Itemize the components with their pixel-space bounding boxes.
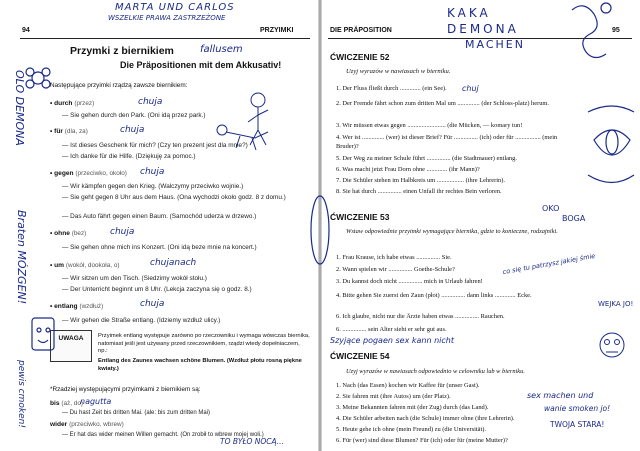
prep-fuer: • für (dla, za) xyxy=(50,128,88,135)
handwriting-title: fallusem xyxy=(200,44,243,55)
handwriting-smoken: wanie smoken jo! xyxy=(544,404,611,413)
example-line: — Sie gehen ohne mich ins Konzert. (Oni idą beze mnie na koncert.) xyxy=(62,244,257,251)
example-line: — Der Unterricht beginnt um 8 Uhr. (Lekcja zaczyna się o godz. 8.) xyxy=(62,286,252,293)
handwriting-tobylo: TO BYŁO NOCĄ... xyxy=(220,437,284,446)
face-doodle xyxy=(32,318,54,350)
example-line: — Sie geht gegen 8 Uhr aus dem Haus. (Ona wychodzi około godz. 8 z domu.) xyxy=(62,194,286,201)
exercise-54-item: 4. Die Schüler arbeiten nach (die Schule) immer ohne (ihre Lehrerin). xyxy=(336,415,515,422)
exercise-53-item: 6. Ich glaube, nicht nur die Ärzte haben etwas ............... Rauchen. xyxy=(336,313,505,320)
exercise-53-item: 6. ............... sein Alter sieht er sehr gut aus. xyxy=(336,326,447,333)
handwriting-chuj: chuja xyxy=(120,125,145,135)
exercise-52-item: 8. Sie hat durch ............... einen Unfall ihr rechtes Bein verloren. xyxy=(336,188,502,195)
handwriting-rights: WSZELKIE PRAWA ZASTRZEŻONE xyxy=(108,14,226,22)
exercise-53-title: ĆWICZENIE 53 xyxy=(330,212,390,222)
exercise-52-item: 2. Der Fremde fährt schon zum dritten Mal um .............. (der Schloss-platz) herum. xyxy=(336,100,549,107)
handwriting-owners: MARTA UND CARLOS xyxy=(115,2,235,13)
example-line: — Wir kämpfen gegen den Krieg. (Walczymy przeciwko wojnie.) xyxy=(62,183,244,190)
squiggle-doodle xyxy=(572,3,611,58)
handwriting-sex: Szyjące pogaen sex kann nicht xyxy=(330,336,454,345)
handwriting-demona: DEMONA xyxy=(447,22,519,36)
handwriting-kaka: KAKA xyxy=(447,6,491,20)
exercise-52-instruction: Uzyj wyrazów w nawiasach w bierniku. xyxy=(346,68,451,75)
exercise-52-item: 3. Wir müssen etwas gegen ........................ (die Mücken, — komary tun! xyxy=(336,122,523,129)
exercise-54-item: 6. Für (wer) sind diese Blumen? Für (ich) oder für (meine Mutter)? xyxy=(336,437,508,444)
handwriting-chuj: chuja xyxy=(110,227,135,237)
example-line: — Du hast Zeit bis dritten Mai. (ale: bis zum dritten Mai) xyxy=(62,410,211,416)
prep-gegen: • gegen (przeciwko, około) xyxy=(50,170,127,177)
exercise-52-item: 5. Der Weg zu meiner Schule führt ............... (die Stadtmauer) entlang. xyxy=(336,155,517,162)
handwriting-nagutta: nagutta xyxy=(80,397,112,406)
left-doodles xyxy=(0,0,318,451)
handwriting-boga: BOGA xyxy=(562,214,586,223)
right-doodles xyxy=(322,0,640,451)
exercise-54-item: 1. Nach (das Essen) kochen wir Kaffee für (unser Gast). xyxy=(336,382,480,389)
handwriting-side-3: pewis cmoken! xyxy=(16,360,26,428)
example-line: — Wir sitzen um den Tisch. (Siedzimy wokół stołu.) xyxy=(62,275,207,282)
prep-entlang: • entlang (wzdłuż) xyxy=(50,303,104,310)
handwriting-wejka: WEJKA JO! xyxy=(598,300,634,308)
exercise-54-item: 2. Sie fahren mit (ihre Autos) um (der Platz). xyxy=(336,393,451,400)
intro-text: Następujące przyimki rządzą zawsze biernikiem: xyxy=(50,82,188,89)
example-line: — Wir gehen die Straße entlang. (Idziemy wzdłuż ulicy.) xyxy=(62,317,221,324)
exercise-53-item: 2. Wann spielen wir ............... Goethe-Schule? xyxy=(336,266,455,273)
handwriting-oko: OKO xyxy=(542,204,560,213)
handwriting-chuj: chuja xyxy=(140,299,165,309)
exercise-52-item: 4. Wer ist .............. (wer) ist dieser Brief? Für ............... (ich) oder für ................ (mein Bruder)? xyxy=(336,134,558,150)
exercise-52-item: 7. Die Schüler stehen im Halbkreis um ................. (ihre Lehrerin). xyxy=(336,177,505,184)
eye-doodle xyxy=(588,106,634,183)
running-header-right: DIE PRÄPOSITION xyxy=(330,27,392,34)
uwaga-example: Entlang des Zaunes wachsen schöne Blumen. (Wzdłuż płotu rosną piękne kwiaty.) xyxy=(98,358,302,372)
prep-durch: • durch (przez) xyxy=(50,100,95,107)
flower-doodle xyxy=(26,68,50,88)
example-line: — Das Auto fährt gegen einen Baum. (Samochód uderza w drzewo.) xyxy=(62,213,257,220)
handwriting-machen: MACHEN xyxy=(465,38,525,51)
uwaga-label: UWAGA xyxy=(58,335,84,342)
handwriting-sexmachen: sex machen und xyxy=(527,391,594,400)
center-oval-doodle xyxy=(300,190,340,270)
page-title: Przymki z biernikiem xyxy=(70,45,174,57)
running-header-left: PRZYIMKI xyxy=(260,27,294,34)
skull-doodle xyxy=(600,333,624,357)
exercise-53-item: 4. Bitte gehen Sie zuerst den Zaun (płot) ............... dann links ............. Ecke. xyxy=(336,292,532,299)
handwriting-side-2: Braten MÓZGEN! xyxy=(15,210,28,305)
prep-ohne: • ohne (bez) xyxy=(50,230,87,237)
exercise-53-item: 3. Du kannst doch nicht ............... mich in Urlaub fahren! xyxy=(336,278,483,285)
handwriting-twoja: TWOJA STARA! xyxy=(550,420,605,429)
exercise-52-item: 1. Der Fluss fließt durch ............. (ein See). xyxy=(336,85,447,92)
exercise-52-item: 6. Was macht jetzt Frau Dorn ohne ............. (ihr Mann)? xyxy=(336,166,480,173)
exercise-54-item: 5. Heute gehe ich ohne (mein Freund) zu (die Universität). xyxy=(336,426,486,433)
exercise-54-title: ĆWICZENIE 54 xyxy=(330,351,390,361)
exercise-54-item: 3. Meine Bekannten fahren mit (der Zug) durch (das Land). xyxy=(336,404,489,411)
exercise-52-title: ĆWICZENIE 52 xyxy=(330,52,390,62)
prep-um: • um (wokół, dookoła, o) xyxy=(50,262,120,269)
prep-wider: wider (przeciwko, wbrew) xyxy=(50,421,124,428)
example-line: — Er hat das wider meinen Willen gemacht. (On zrobił to wbrew mojej woli.) xyxy=(62,432,264,438)
prep-bis: bis (aż, do) xyxy=(50,400,84,407)
exercise-53-item: 1. Frau Krause, ich habe etwas ............... Sie. xyxy=(336,254,452,261)
example-line: — Ist dieses Geschenk für mich? (Czy ten prezent jest dla mnie?) xyxy=(62,142,248,149)
note-rare: *Rzadziej występującymi przyimkami z biernikiem są: xyxy=(50,386,201,393)
handwriting-side-1: OLO DEMONA xyxy=(13,70,26,146)
page-subtitle: Die Präpositionen mit dem Akkusativ! xyxy=(120,60,282,70)
page-number-left: 94 xyxy=(22,27,30,34)
exercise-53-instruction: Wstaw odpowiednie przyimki wymagające biernika, gdzie to konieczne, rodzajniki. xyxy=(346,228,558,235)
page-number-right: 95 xyxy=(612,27,620,34)
lying-figure-doodle xyxy=(217,125,268,150)
handwriting-chuj: chuja xyxy=(138,97,163,107)
handwriting-cosze: co się tu patrzysz jakiej śmie xyxy=(502,251,596,277)
example-line: — Ich danke für die Hilfe. (Dziękuję za pomoc.) xyxy=(62,153,196,160)
left-page xyxy=(0,0,318,451)
handwriting-chuj: chuja xyxy=(140,167,165,177)
example-line: — Sie gehen durch den Park. (Oni idą przez park.) xyxy=(62,112,206,119)
exercise-54-instruction: Uzyj wyrazów w nawiasach odpowiednio w celowniku lub w bierniku. xyxy=(346,368,525,375)
handwriting-chujanach: chujanach xyxy=(150,258,197,268)
handwriting-answer: chuj xyxy=(462,84,479,93)
right-page xyxy=(322,0,640,451)
uwaga-text: Przyimek entlang występuje zarówno po rzeczowniku i wymaga wówczas biernika, natomiast jeśli jest używany przed rzeczownikiem, rządzi wtedy dopełniaczem, np.: xyxy=(98,333,310,354)
